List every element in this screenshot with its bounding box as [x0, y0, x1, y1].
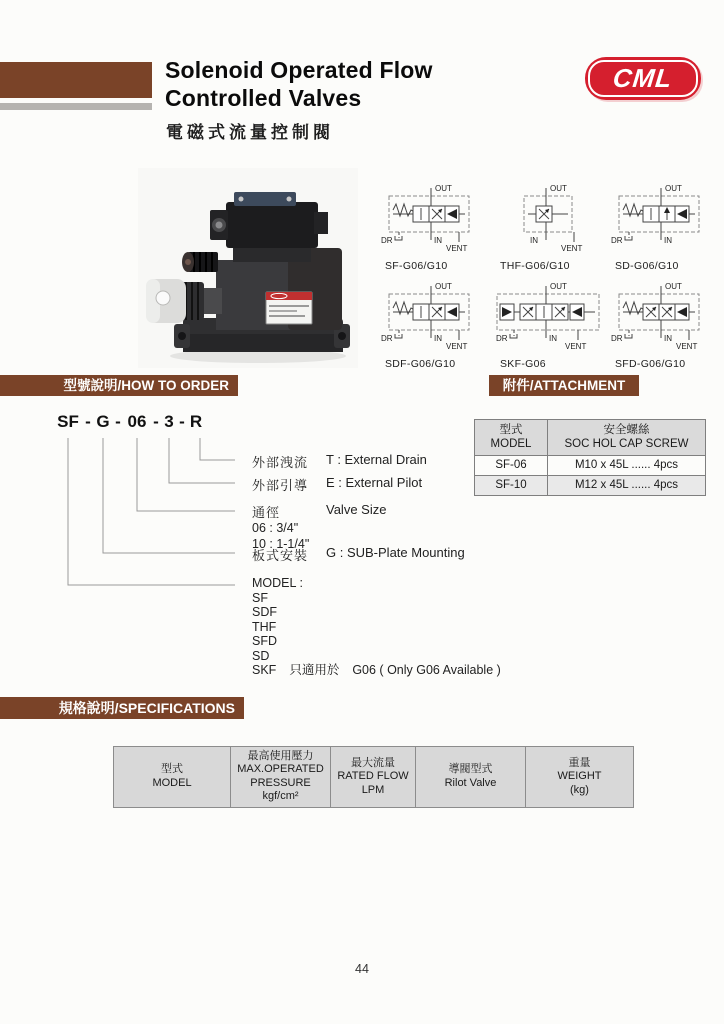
schematic-label: SDF-G06/G10	[385, 358, 456, 370]
annotation-valve-size	[252, 502, 386, 521]
valve-size-option: 06 : 3/4"	[252, 521, 299, 535]
annotation-zh: 板式安裝	[252, 548, 309, 563]
schematic-label: THF-G06/G10	[500, 260, 570, 272]
spec-col-weight-zh: 重量	[568, 756, 591, 769]
spec-col-pressure-en2: PRESSURE kgf/cm²	[250, 776, 311, 803]
spec-col-model-en: MODEL	[152, 776, 192, 789]
valve-schematic-thf	[494, 180, 602, 254]
code-separator: -	[153, 412, 159, 431]
page-number: 44	[355, 962, 369, 976]
schematic-label: SFD-G06/G10	[615, 358, 686, 370]
code-connector-lines	[55, 437, 245, 667]
svg-text:DR: DR	[381, 236, 393, 245]
svg-text:IN: IN	[549, 334, 557, 343]
how-to-order-section-header: 型號說明/HOW TO ORDER	[0, 375, 238, 396]
cml-logo	[585, 57, 701, 100]
code-part-size: 06	[127, 412, 147, 431]
model-list-item: SD	[252, 648, 270, 663]
page-title-line2: Controlled Valves	[165, 85, 362, 111]
spec-table	[113, 746, 634, 808]
svg-text:VENT: VENT	[446, 342, 468, 351]
annotation-zh: 通徑	[252, 505, 281, 520]
svg-text:DR: DR	[611, 334, 623, 343]
spec-col-flow-en1: RATED FLOW	[337, 770, 409, 783]
spec-header-row	[114, 747, 634, 808]
spec-col-flow	[331, 747, 416, 808]
svg-text:DR: DR	[611, 236, 623, 245]
svg-text:DR: DR	[496, 334, 508, 343]
svg-text:VENT: VENT	[446, 244, 468, 253]
annotation-external-pilot	[252, 475, 422, 494]
attachment-col-screw	[548, 420, 706, 456]
attachment-col-model-en: MODEL	[490, 438, 532, 451]
spec-col-pilot-en: Rilot Valve	[444, 776, 497, 789]
code-part-series: SF	[57, 412, 79, 431]
model-list-item: SF	[252, 590, 268, 605]
model-list-label: MODEL :	[252, 576, 303, 590]
model-list	[252, 576, 501, 678]
spec-col-model	[114, 747, 231, 808]
schematic-cell	[609, 278, 724, 370]
svg-text:IN: IN	[434, 236, 442, 245]
svg-text:VENT: VENT	[676, 342, 698, 351]
svg-text:OUT: OUT	[435, 282, 452, 291]
page-subtitle-zh: 電磁式流量控制閥	[166, 123, 334, 142]
annotation-en: E : External Pilot	[326, 475, 423, 490]
annotation-en: G : SUB-Plate Mounting	[326, 545, 465, 560]
attachment-section-header: 附件/ATTACHMENT	[489, 375, 639, 396]
valve-schematic-skf	[494, 278, 602, 352]
attachment-screw-cell: M12 x 45L ...... 4pcs	[548, 475, 706, 495]
svg-text:IN: IN	[664, 334, 672, 343]
schematic-cell	[494, 278, 609, 370]
spec-col-pilot-zh: 導閥型式	[448, 763, 493, 776]
svg-text:VENT: VENT	[561, 244, 583, 253]
schematic-cell	[379, 180, 494, 272]
header-accent-underline	[0, 103, 152, 110]
spec-col-pressure	[231, 747, 331, 808]
product-photo-valve	[138, 168, 358, 368]
code-separator: -	[85, 412, 91, 431]
spec-col-model-zh: 型式	[161, 763, 183, 776]
code-separator: -	[179, 412, 185, 431]
spec-col-pilot	[416, 747, 526, 808]
cml-logo-inner	[588, 60, 698, 97]
schematic-cell	[379, 278, 494, 370]
attachment-header-row	[475, 420, 706, 456]
attachment-model-cell: SF-06	[475, 455, 548, 475]
svg-text:OUT: OUT	[550, 282, 567, 291]
attachment-model-cell: SF-10	[475, 475, 548, 495]
svg-text:VENT: VENT	[565, 342, 587, 351]
attachment-row	[475, 455, 706, 475]
code-part-drain: R	[189, 412, 203, 431]
annotation-mounting	[252, 545, 465, 564]
schematic-cell	[609, 180, 724, 272]
attachment-screw-cell: M10 x 45L ...... 4pcs	[548, 455, 706, 475]
schematics-grid	[379, 180, 724, 370]
spec-col-weight	[526, 747, 634, 808]
valve-schematic-sdf	[379, 278, 487, 352]
annotation-zh: 外部引導	[252, 478, 309, 493]
schematic-label: SF-G06/G10	[385, 260, 448, 272]
svg-text:DR: DR	[381, 334, 393, 343]
valve-size-option: 10 : 1-1/4"	[252, 537, 310, 551]
cml-logo-text: CML	[611, 63, 675, 93]
spec-col-flow-en2: LPM	[361, 783, 385, 796]
attachment-table	[474, 419, 706, 496]
annotation-zh: 外部洩流	[252, 455, 309, 470]
svg-text:OUT: OUT	[550, 184, 567, 193]
svg-text:OUT: OUT	[665, 282, 682, 291]
spec-col-pressure-zh: 最高使用壓力	[247, 750, 314, 762]
valve-schematic-sd	[609, 180, 717, 254]
valve-schematic-sf	[379, 180, 487, 254]
skf-note-zh: 只適用於	[289, 663, 340, 677]
annotation-en: Valve Size	[326, 502, 387, 517]
spec-col-weight-en1: WEIGHT	[557, 770, 602, 783]
code-separator: -	[115, 412, 121, 431]
svg-text:OUT: OUT	[665, 184, 682, 193]
svg-text:IN: IN	[434, 334, 442, 343]
schematic-label: SKF-G06	[500, 358, 546, 370]
page-title-line1: Solenoid Operated Flow	[165, 57, 433, 83]
valve-schematic-sfd	[609, 278, 717, 352]
spec-col-flow-zh: 最大流量	[351, 756, 395, 769]
attachment-row	[475, 475, 706, 495]
attachment-col-model-zh: 型式	[499, 424, 523, 436]
header-accent-bar	[0, 62, 152, 98]
svg-text:IN: IN	[530, 236, 538, 245]
svg-text:OUT: OUT	[435, 184, 452, 193]
code-part-design: 3	[164, 412, 174, 431]
attachment-col-model	[475, 420, 548, 456]
model-list-item-skf	[252, 663, 501, 678]
page-title	[165, 56, 433, 112]
spec-col-weight-en2: (kg)	[570, 783, 589, 796]
spec-col-pressure-en1: MAX.OPERATED	[237, 763, 324, 776]
skf-note-en: G06 ( Only G06 Available )	[352, 663, 501, 677]
code-part-mounting: G	[96, 412, 110, 431]
attachment-col-screw-en: SOC HOL CAP SCREW	[564, 438, 689, 451]
schematic-cell	[494, 180, 609, 272]
annotation-external-drain	[252, 452, 427, 471]
model-list-item: SFD	[252, 634, 277, 648]
model-list-item: SDF	[252, 605, 277, 619]
skf-label: SKF	[252, 663, 277, 677]
specifications-section-header: 規格說明/SPECIFICATIONS	[0, 697, 244, 719]
schematic-label: SD-G06/G10	[615, 260, 679, 272]
attachment-col-screw-zh: 安全螺絲	[603, 424, 650, 436]
annotation-en: T : External Drain	[326, 452, 427, 467]
svg-text:IN: IN	[664, 236, 672, 245]
model-list-item: THF	[252, 619, 277, 634]
model-code	[55, 412, 203, 432]
